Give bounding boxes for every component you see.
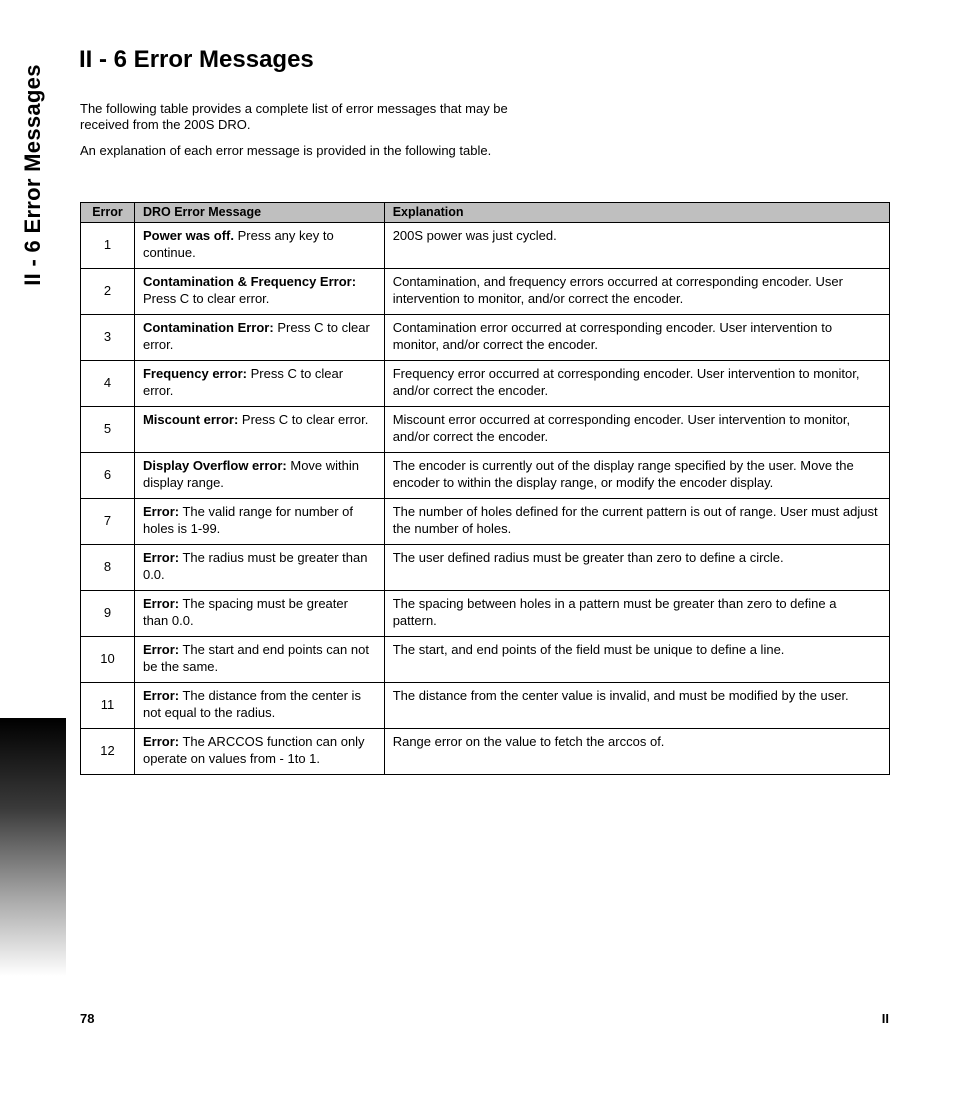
error-message-title: Error: [142, 688, 180, 703]
error-explanation: Frequency error occurred at corresponding encoder. User intervention to monitor, and/or correct the encoder. [384, 361, 889, 407]
error-messages-table [80, 202, 890, 775]
error-message-title: Miscount error: [142, 412, 239, 427]
table-row [81, 407, 890, 453]
error-number: 8 [81, 545, 135, 591]
error-message [134, 729, 384, 775]
error-message-title: Contamination Error: [142, 320, 274, 335]
intro-paragraph: The following table provides a complete list of error messages that may be received from the 200S DRO. [80, 101, 508, 132]
error-explanation: The start, and end points of the field must be unique to define a line. [384, 637, 889, 683]
error-message [134, 499, 384, 545]
error-message-text: Move within display range. [142, 458, 359, 490]
error-explanation: The number of holes defined for the current pattern is out of range. User must adjust the number of holes. [384, 499, 889, 545]
error-message-title: Frequency error: [142, 366, 248, 381]
header-explanation: Explanation [384, 203, 889, 223]
side-gradient-bar [0, 718, 66, 976]
error-explanation: The user defined radius must be greater than zero to define a circle. [384, 545, 889, 591]
error-explanation: The spacing between holes in a pattern must be greater than zero to define a pattern. [384, 591, 889, 637]
error-message-title: Contamination & Frequency Error: [142, 274, 357, 289]
error-number: 10 [81, 637, 135, 683]
error-message-text: The spacing must be greater than 0.0. [142, 596, 348, 628]
error-message-title: Error: [142, 642, 180, 657]
error-message-text: Press C to clear error. [238, 412, 369, 427]
header-error: Error [81, 203, 135, 223]
error-number: 6 [81, 453, 135, 499]
table-row [81, 545, 890, 591]
side-tab-label: II - 6 Error Messages [20, 64, 45, 286]
error-explanation: The encoder is currently out of the display range specified by the user. Move the encoder to within the display range, or modify the encoder display. [384, 453, 889, 499]
error-explanation: Miscount error occurred at corresponding encoder. User intervention to monitor, and/or correct the encoder. [384, 407, 889, 453]
error-number: 5 [81, 407, 135, 453]
header-message: DRO Error Message [134, 203, 384, 223]
error-number: 7 [81, 499, 135, 545]
table-row [81, 269, 890, 315]
error-message-title: Error: [142, 550, 180, 565]
error-message-title: Error: [142, 596, 180, 611]
error-message-title: Display Overflow error: [142, 458, 287, 473]
error-message [134, 591, 384, 637]
error-message [134, 453, 384, 499]
error-number: 3 [81, 315, 135, 361]
error-number: 9 [81, 591, 135, 637]
page-number: 78 [80, 1011, 95, 1026]
error-explanation: Range error on the value to fetch the arccos of. [384, 729, 889, 775]
error-message-title: Error: [142, 504, 180, 519]
table-row [81, 361, 890, 407]
error-number: 1 [81, 223, 135, 269]
error-message-text: The start and end points can not be the same. [142, 642, 369, 674]
error-message-text: Press C to clear error. [142, 290, 270, 306]
side-tab [0, 0, 66, 330]
error-message [134, 545, 384, 591]
error-message-title: Error: [142, 734, 180, 749]
section-label: II [881, 1011, 889, 1026]
error-explanation: 200S power was just cycled. [384, 223, 889, 269]
error-explanation: Contamination error occurred at corresponding encoder. User intervention to monitor, and/or correct the encoder. [384, 315, 889, 361]
error-message-text: Press C to clear error. [142, 366, 344, 398]
error-message [134, 315, 384, 361]
error-message-text: The valid range for number of holes is 1-99. [142, 504, 354, 536]
error-message [134, 361, 384, 407]
page-title: II - 6 Error Messages [79, 46, 314, 73]
error-number: 12 [81, 729, 135, 775]
intro-paragraph: An explanation of each error message is provided in the following table. [80, 143, 492, 158]
error-message-title: Power was off. [142, 228, 234, 243]
error-number: 11 [81, 683, 135, 729]
table-row [81, 453, 890, 499]
error-message [134, 637, 384, 683]
table-row [81, 729, 890, 775]
error-number: 4 [81, 361, 135, 407]
error-message-text: Press any key to continue. [142, 228, 334, 260]
error-message [134, 223, 384, 269]
table-row [81, 683, 890, 729]
error-message-text: The radius must be greater than 0.0. [142, 550, 368, 582]
table-row [81, 637, 890, 683]
error-message [134, 683, 384, 729]
table-row [81, 499, 890, 545]
error-message-text: The distance from the center is not equal to the radius. [142, 688, 361, 720]
error-message [134, 269, 384, 315]
error-number: 2 [81, 269, 135, 315]
error-explanation: Contamination, and frequency errors occurred at corresponding encoder. User intervention to monitor, and/or correct the encoder. [384, 269, 889, 315]
table-header-row [81, 203, 890, 223]
table-row [81, 315, 890, 361]
error-message [134, 407, 384, 453]
table-row [81, 591, 890, 637]
error-explanation: The distance from the center value is invalid, and must be modified by the user. [384, 683, 889, 729]
error-message-text: Press C to clear error. [142, 320, 370, 352]
table-row [81, 223, 890, 269]
error-message-text: The ARCCOS function can only operate on values from - 1to 1. [142, 734, 365, 766]
